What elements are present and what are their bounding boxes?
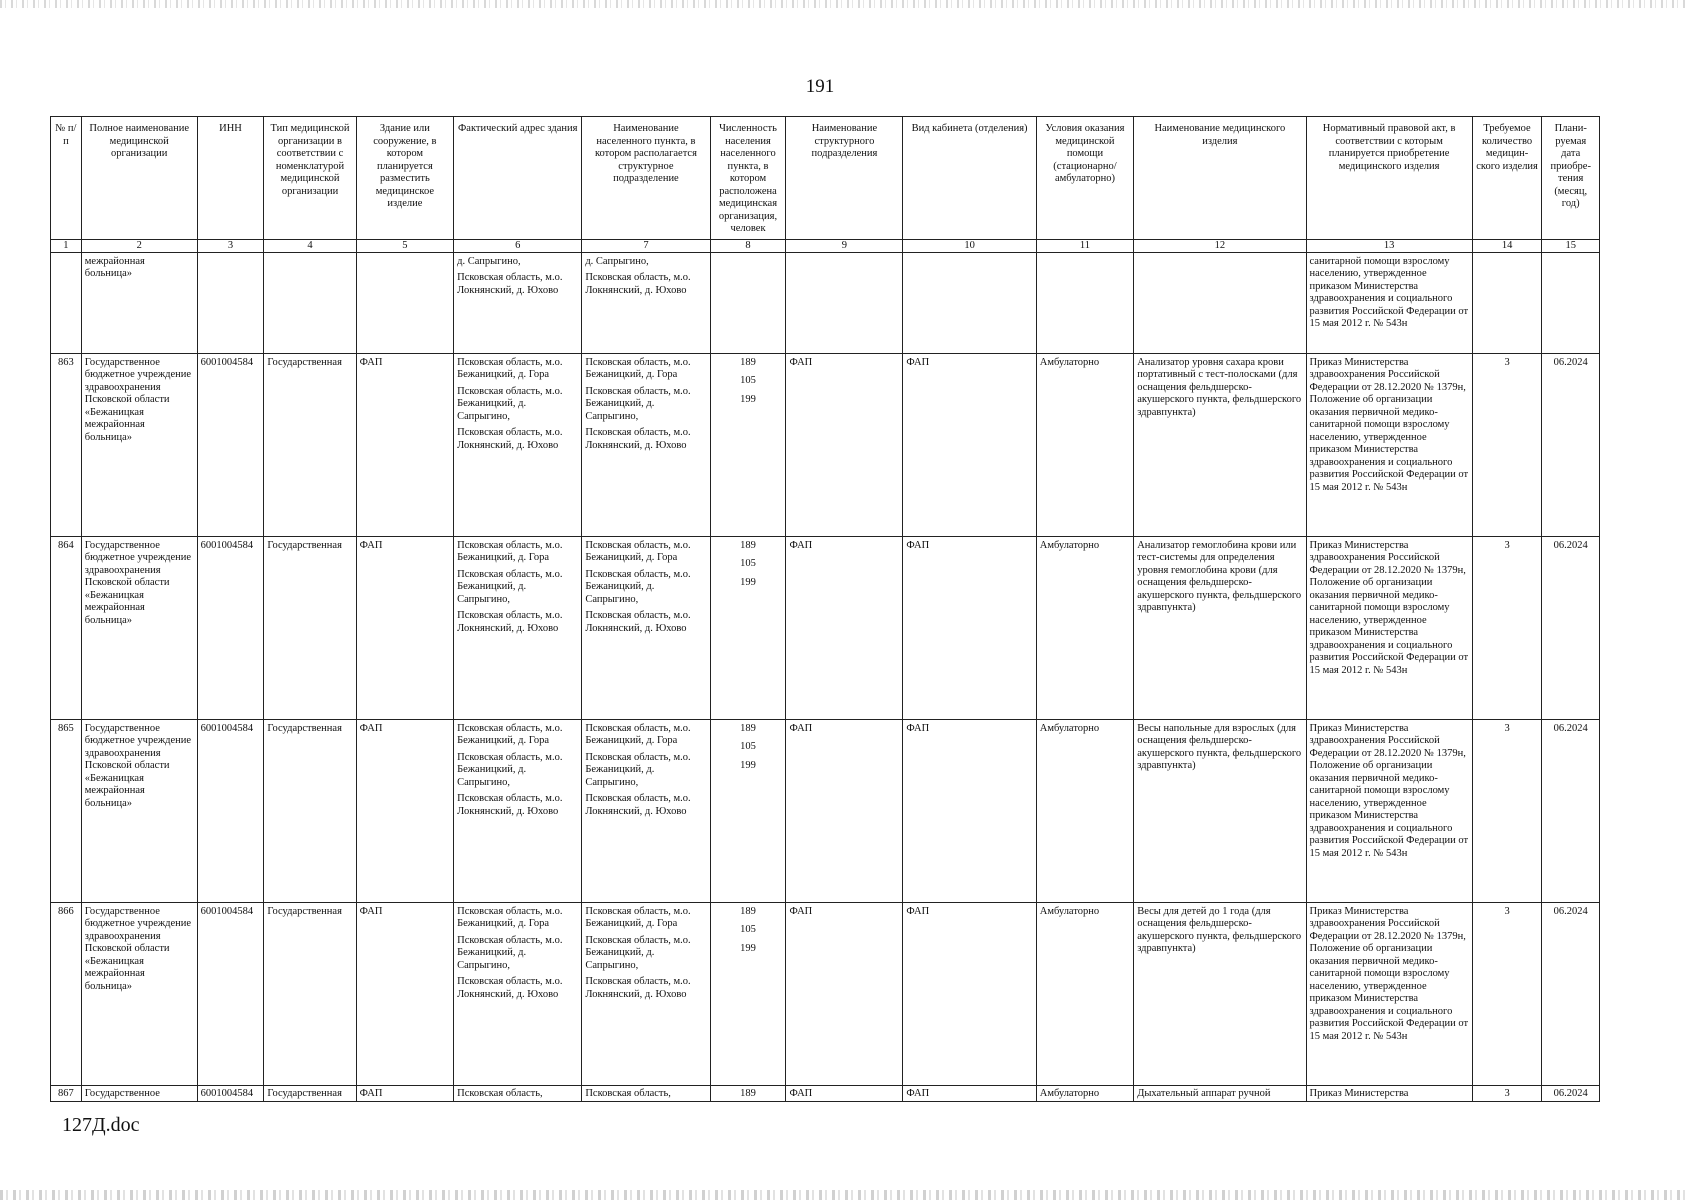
column-number: 4 <box>264 239 356 252</box>
address-line: Псковская область, м.о. Бежаницкий, д. Сапрыгино, <box>457 751 563 788</box>
cell-inn: 6001004584 <box>197 1085 264 1101</box>
scan-edge-bottom <box>0 1190 1686 1200</box>
cell-inn: 6001004584 <box>197 719 264 902</box>
cell-date: 06.2024 <box>1542 719 1600 902</box>
cell-org: Государственное бюджетное учреждение здравоохранения Псковской области «Бежаницкая межрайонная больница» <box>81 536 197 719</box>
cell-settlement: Псковская область, <box>582 1085 710 1101</box>
header-cell: Фактический адрес здания <box>454 117 582 240</box>
cell-type: Государственная <box>264 1085 356 1101</box>
address-line: Псковская область, м.о. Локнянский, д. Юхово <box>457 427 563 451</box>
population-value: 199 <box>740 759 756 771</box>
cell-org: Государственное бюджетное учреждение здравоохранения Псковской области «Бежаницкая межрайонная больница» <box>81 353 197 536</box>
address-line: Псковская область, м.о. Локнянский, д. Юхово <box>457 272 563 296</box>
cell-building <box>356 252 453 353</box>
cell-unit: ФАП <box>786 1085 903 1101</box>
cell-settlement <box>582 353 710 536</box>
address-line: Псковская область, м.о. Бежаницкий, д. Сапрыгино, <box>457 385 563 422</box>
cell-qty: 3 <box>1472 1085 1542 1101</box>
cell-settlement <box>582 719 710 902</box>
cell-settlement <box>582 902 710 1085</box>
column-number: 8 <box>710 239 786 252</box>
cell-org: межрайонная больница» <box>81 252 197 353</box>
population-value: 105 <box>740 558 756 569</box>
cell-unit: ФАП <box>786 719 903 902</box>
address-line: Псковская область, м.о. Локнянский, д. Юхово <box>457 976 563 1000</box>
cell-settlement <box>582 252 710 353</box>
population-value: 189 <box>740 356 756 368</box>
cell-type: Государственная <box>264 902 356 1085</box>
column-number: 7 <box>582 239 710 252</box>
population-value: 199 <box>740 393 756 405</box>
address-line: Псковская область, м.о. Бежаницкий, д. Гора <box>457 356 563 380</box>
header-cell: № п/п <box>51 117 82 240</box>
cell-qty: 3 <box>1472 902 1542 1085</box>
population-value: 105 <box>740 375 756 386</box>
header-cell: Плани-руемая дата приобре-тения (месяц, год) <box>1542 117 1600 240</box>
cell-inn <box>197 252 264 353</box>
table-row <box>51 353 1600 536</box>
scan-edge-top <box>0 0 1686 8</box>
continuation-row <box>51 252 1600 353</box>
cell-unit: ФАП <box>786 536 903 719</box>
cell-conditions: Амбулаторно <box>1036 902 1133 1085</box>
column-number: 10 <box>903 239 1036 252</box>
column-number: 6 <box>454 239 582 252</box>
column-number: 13 <box>1306 239 1472 252</box>
cell-type: Государственная <box>264 353 356 536</box>
cell-legal-act: Приказ Министерства здравоохранения Российской Федерации от 28.12.2020 № 1379н, Положение об организации оказания первичной медико-санитарной помощи взрослому населению, утвержденное приказом Министерства здравоохранения и социального развития Российской Федерации от 15 мая 2012 г. № 543н <box>1306 353 1472 536</box>
cell-settlement <box>582 536 710 719</box>
cell-org: Государственное бюджетное учреждение здравоохранения Псковской области «Бежаницкая межрайонная больница» <box>81 902 197 1085</box>
header-cell: Вид кабинета (отделения) <box>903 117 1036 240</box>
address-line: д. Сапрыгино, <box>457 255 521 267</box>
header-cell: Наименование медицинского изделия <box>1134 117 1306 240</box>
cell-address: Псковская область, <box>454 1085 582 1101</box>
address-line: Псковская область, м.о. Бежаницкий, д. Гора <box>457 905 563 929</box>
header-cell: Численность населения населенного пункта, в котором расположена медицинская организация, человек <box>710 117 786 240</box>
cell-qty: 3 <box>1472 719 1542 902</box>
column-number: 15 <box>1542 239 1600 252</box>
cell-legal-act: Приказ Министерства <box>1306 1085 1472 1101</box>
column-number: 12 <box>1134 239 1306 252</box>
equipment-table <box>50 116 1600 1102</box>
cell-date: 06.2024 <box>1542 353 1600 536</box>
address-line: Псковская область, м.о. Бежаницкий, д. Гора <box>457 722 563 746</box>
header-cell: Требуемое количество медицин-ского изделия <box>1472 117 1542 240</box>
cell-building: ФАП <box>356 353 453 536</box>
population-value: 105 <box>740 741 756 752</box>
settlement-line: д. Сапрыгино, <box>585 255 649 267</box>
cell-legal-act: Приказ Министерства здравоохранения Российской Федерации от 28.12.2020 № 1379н, Положение об организации оказания первичной медико-санитарной помощи взрослому населению, утвержденное приказом Министерства здравоохранения и социального развития Российской Федерации от 15 мая 2012 г. № 543н <box>1306 902 1472 1085</box>
table-row <box>51 536 1600 719</box>
population-value: 189 <box>740 539 756 551</box>
cell-building: ФАП <box>356 719 453 902</box>
cell-device: Анализатор уровня сахара крови портативный с тест-полосками (для оснащения фельдшерско-акушерского пункта, фельдшерского здравпункта) <box>1134 353 1306 536</box>
page-number: 191 <box>805 76 835 97</box>
cell-cabinet: ФАП <box>903 719 1036 902</box>
cell-conditions <box>1036 252 1133 353</box>
address-line: Псковская область, м.о. Бежаницкий, д. Сапрыгино, <box>457 934 563 971</box>
cell-unit <box>786 252 903 353</box>
cell-num: 865 <box>51 719 82 902</box>
cell-population <box>710 353 786 536</box>
settlement-line: Псковская область, м.о. Бежаницкий, д. Сапрыгино, <box>585 385 691 422</box>
settlement-line: Псковская область, м.о. Локнянский, д. Юхово <box>585 427 691 451</box>
settlement-line: Псковская область, м.о. Бежаницкий, д. Гора <box>585 905 691 929</box>
header-cell: Наименование структурного подразделения <box>786 117 903 240</box>
column-number: 9 <box>786 239 903 252</box>
table-row <box>51 1085 1600 1101</box>
column-number: 14 <box>1472 239 1542 252</box>
population-value: 199 <box>740 576 756 588</box>
settlement-line: Псковская область, м.о. Бежаницкий, д. Сапрыгино, <box>585 934 691 971</box>
settlement-line: Псковская область, м.о. Локнянский, д. Юхово <box>585 272 691 296</box>
cell-device: Анализатор гемоглобина крови или тест-системы для определения уровня гемоглобина крови (для оснащения фельдшерско-акушерского пункта, фельдшерского здравпункта) <box>1134 536 1306 719</box>
cell-type: Государственная <box>264 719 356 902</box>
cell-cabinet: ФАП <box>903 902 1036 1085</box>
address-line: Псковская область, м.о. Бежаницкий, д. Гора <box>457 539 563 563</box>
cell-conditions: Амбулаторно <box>1036 353 1133 536</box>
cell-num <box>51 252 82 353</box>
cell-date: 06.2024 <box>1542 536 1600 719</box>
cell-date: 06.2024 <box>1542 1085 1600 1101</box>
cell-type: Государственная <box>264 536 356 719</box>
cell-conditions: Амбулаторно <box>1036 719 1133 902</box>
cell-population <box>710 252 786 353</box>
cell-population: 189 <box>710 1085 786 1101</box>
cell-address <box>454 719 582 902</box>
cell-population <box>710 902 786 1085</box>
header-cell: Наименование населенного пункта, в котором располагается структурное подразделение <box>582 117 710 240</box>
cell-qty <box>1472 252 1542 353</box>
population-value: 105 <box>740 924 756 935</box>
settlement-line: Псковская область, м.о. Бежаницкий, д. Сапрыгино, <box>585 568 691 605</box>
cell-device: Весы для детей до 1 года (для оснащения фельдшерско-акушерского пункта, фельдшерского здравпункта) <box>1134 902 1306 1085</box>
header-cell: Полное наименование медицинской организации <box>81 117 197 240</box>
cell-device <box>1134 252 1306 353</box>
cell-address <box>454 536 582 719</box>
address-line: Псковская область, м.о. Локнянский, д. Юхово <box>457 610 563 634</box>
cell-num: 863 <box>51 353 82 536</box>
footer-filename: 127Д.doc <box>62 1114 140 1136</box>
cell-unit: ФАП <box>786 902 903 1085</box>
address-line: Псковская область, м.о. Локнянский, д. Юхово <box>457 793 563 817</box>
cell-date <box>1542 252 1600 353</box>
cell-inn: 6001004584 <box>197 902 264 1085</box>
cell-address <box>454 252 582 353</box>
population-value: 199 <box>740 942 756 954</box>
cell-cabinet: ФАП <box>903 536 1036 719</box>
cell-population <box>710 719 786 902</box>
cell-device: Дыхательный аппарат ручной <box>1134 1085 1306 1101</box>
header-cell: Тип медицинской организации в соответствии с номенклатурой медицинской организации <box>264 117 356 240</box>
cell-unit: ФАП <box>786 353 903 536</box>
column-number: 3 <box>197 239 264 252</box>
cell-date: 06.2024 <box>1542 902 1600 1085</box>
cell-inn: 6001004584 <box>197 536 264 719</box>
cell-cabinet <box>903 252 1036 353</box>
header-cell: Условия оказания медицинской помощи (стационарно/ амбулаторно) <box>1036 117 1133 240</box>
address-line: Псковская область, м.о. Бежаницкий, д. Сапрыгино, <box>457 568 563 605</box>
population-value: 189 <box>740 905 756 917</box>
cell-org: Государственное бюджетное учреждение здравоохранения Псковской области «Бежаницкая межрайонная больница» <box>81 719 197 902</box>
settlement-line: Псковская область, м.о. Локнянский, д. Юхово <box>585 610 691 634</box>
header-row <box>51 117 1600 240</box>
cell-address <box>454 353 582 536</box>
cell-conditions: Амбулаторно <box>1036 1085 1133 1101</box>
cell-qty: 3 <box>1472 353 1542 536</box>
header-cell: ИНН <box>197 117 264 240</box>
column-number: 2 <box>81 239 197 252</box>
cell-building: ФАП <box>356 536 453 719</box>
cell-legal-act: санитарной помощи взрослому населению, утвержденное приказом Министерства здравоохранения и социального развития Российской Федерации от 15 мая 2012 г. № 543н <box>1306 252 1472 353</box>
column-number: 5 <box>356 239 453 252</box>
settlement-line: Псковская область, м.о. Локнянский, д. Юхово <box>585 793 691 817</box>
column-number: 11 <box>1036 239 1133 252</box>
header-cell: Нормативный правовой акт, в соответствии с которым планируется приобретение медицинского изделия <box>1306 117 1472 240</box>
cell-num: 864 <box>51 536 82 719</box>
cell-num: 866 <box>51 902 82 1085</box>
cell-cabinet: ФАП <box>903 1085 1036 1101</box>
cell-legal-act: Приказ Министерства здравоохранения Российской Федерации от 28.12.2020 № 1379н, Положение об организации оказания первичной медико-санитарной помощи взрослому населению, утвержденное приказом Министерства здравоохранения и социального развития Российской Федерации от 15 мая 2012 г. № 543н <box>1306 536 1472 719</box>
cell-device: Весы напольные для взрослых (для оснащения фельдшерско-акушерского пункта, фельдшерского здравпункта) <box>1134 719 1306 902</box>
population-value: 189 <box>740 722 756 734</box>
settlement-line: Псковская область, м.о. Бежаницкий, д. Сапрыгино, <box>585 751 691 788</box>
cell-cabinet: ФАП <box>903 353 1036 536</box>
cell-population <box>710 536 786 719</box>
cell-inn: 6001004584 <box>197 353 264 536</box>
cell-address <box>454 902 582 1085</box>
column-number: 1 <box>51 239 82 252</box>
cell-org: Государственное <box>81 1085 197 1101</box>
column-number-row <box>51 239 1600 252</box>
table-row <box>51 719 1600 902</box>
settlement-line: Псковская область, м.о. Бежаницкий, д. Гора <box>585 356 691 380</box>
cell-qty: 3 <box>1472 536 1542 719</box>
settlement-line: Псковская область, м.о. Бежаницкий, д. Гора <box>585 722 691 746</box>
cell-legal-act: Приказ Министерства здравоохранения Российской Федерации от 28.12.2020 № 1379н, Положение об организации оказания первичной медико-санитарной помощи взрослому населению, утвержденное приказом Министерства здравоохранения и социального развития Российской Федерации от 15 мая 2012 г. № 543н <box>1306 719 1472 902</box>
cell-building: ФАП <box>356 902 453 1085</box>
settlement-line: Псковская область, м.о. Бежаницкий, д. Гора <box>585 539 691 563</box>
cell-conditions: Амбулаторно <box>1036 536 1133 719</box>
cell-building: ФАП <box>356 1085 453 1101</box>
table-row <box>51 902 1600 1085</box>
cell-num: 867 <box>51 1085 82 1101</box>
settlement-line: Псковская область, м.о. Локнянский, д. Юхово <box>585 976 691 1000</box>
header-cell: Здание или сооружение, в котором планируется разместить медицинское изделие <box>356 117 453 240</box>
cell-type <box>264 252 356 353</box>
